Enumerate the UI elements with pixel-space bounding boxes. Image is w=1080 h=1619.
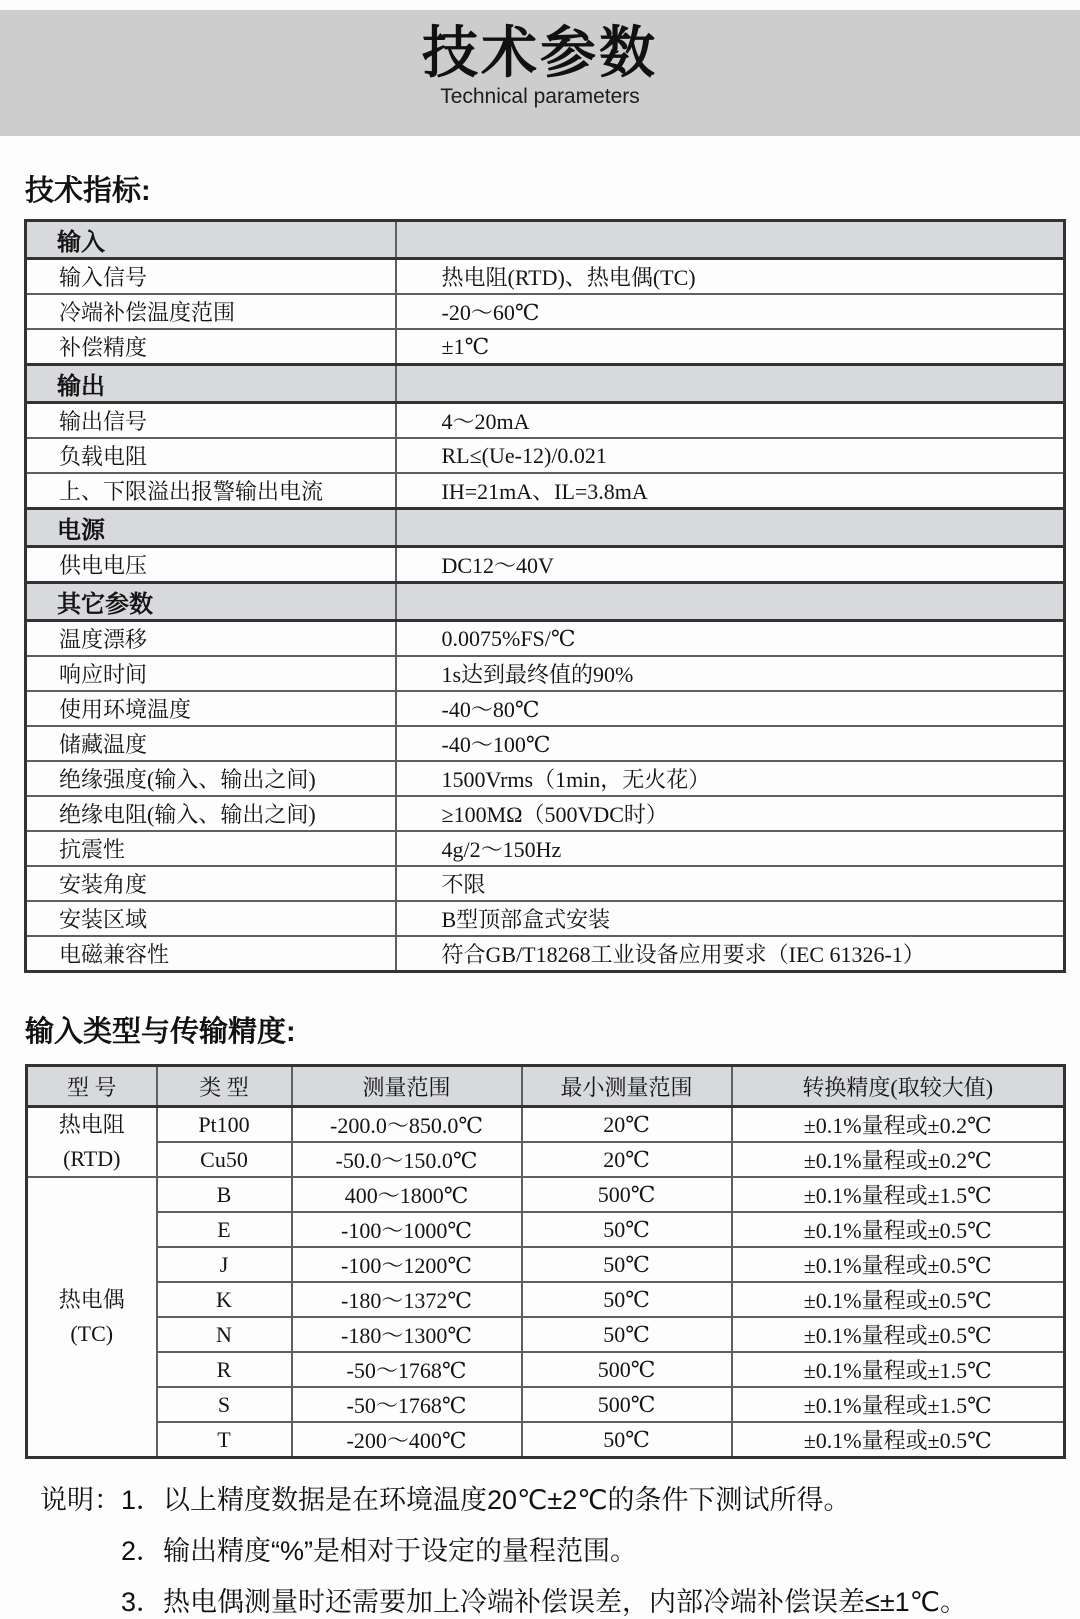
accuracy-column-header: 类 型 [157,1066,292,1107]
accuracy-cell: ±0.1%量程或±0.2℃ [732,1107,1065,1143]
spec-item-value: 4～20mA [396,403,1065,439]
spec-item-label: 负载电阻 [26,438,396,473]
range-cell: -180～1372℃ [292,1282,522,1317]
spec-item-row [26,726,1065,761]
spec-item-label: 安装角度 [26,866,396,901]
spec-item-row [26,438,1065,473]
spec-item-label: 绝缘电阻(输入、输出之间) [26,796,396,831]
spec-section-label: 输出 [26,365,396,403]
min-range-cell: 20℃ [522,1107,732,1143]
accuracy-column-header: 转换精度(取较大值) [732,1066,1065,1107]
spec-item-row [26,936,1065,972]
model-cell [27,1177,157,1458]
spec-item-value: ±1℃ [396,329,1065,365]
min-range-cell: 50℃ [522,1247,732,1282]
min-range-cell: 500℃ [522,1177,732,1212]
range-cell: -50～1768℃ [292,1387,522,1422]
spec-item-value: 热电阻(RTD)、热电偶(TC) [396,259,1065,295]
spec-item-label: 安装区域 [26,901,396,936]
spec-item-value: IH=21mA、IL=3.8mA [396,473,1065,509]
page-header [0,10,1080,136]
page-subtitle: Technical parameters [440,85,640,109]
spec-item-label: 电磁兼容性 [26,936,396,972]
spec-item-label: 储藏温度 [26,726,396,761]
range-cell: 400～1800℃ [292,1177,522,1212]
spec-item-value: -20～60℃ [396,294,1065,329]
type-cell: T [157,1422,292,1458]
accuracy-table-head [27,1066,1065,1107]
min-range-cell: 50℃ [522,1317,732,1352]
spec-item-label: 上、下限溢出报警输出电流 [26,473,396,509]
type-cell: R [157,1352,292,1387]
model-cell [27,1107,157,1178]
accuracy-cell: ±0.1%量程或±1.5℃ [732,1352,1065,1387]
spec-item-value: B型顶部盒式安装 [396,901,1065,936]
spec-item-row [26,656,1065,691]
accuracy-cell: ±0.1%量程或±0.5℃ [732,1422,1065,1458]
range-cell: -100～1200℃ [292,1247,522,1282]
spec-item-label: 温度漂移 [26,621,396,657]
spec-section-label: 其它参数 [26,583,396,621]
spec-item-label: 输入信号 [26,259,396,295]
spec-item-value: -40～80℃ [396,691,1065,726]
accuracy-data-row [27,1177,1065,1212]
spec-item-row [26,901,1065,936]
spec-section-label: 输入 [26,221,396,259]
min-range-cell: 20℃ [522,1142,732,1177]
spec-item-value: 4g/2～150Hz [396,831,1065,866]
type-cell: E [157,1212,292,1247]
range-cell: -200～400℃ [292,1422,522,1458]
spec-section-row [26,583,1065,621]
spec-item-label: 抗震性 [26,831,396,866]
spec-item-row [26,761,1065,796]
type-cell: S [157,1387,292,1422]
spec-item-row [26,547,1065,583]
spec-section-row [26,221,1065,259]
accuracy-table-body [27,1107,1065,1458]
section-heading-specs: 技术指标: [25,175,151,207]
model-name: 热电偶 [58,1287,125,1313]
spec-item-value: -40～100℃ [396,726,1065,761]
spec-section-empty-cell [396,365,1065,403]
range-cell: -50～1768℃ [292,1352,522,1387]
accuracy-data-row [27,1107,1065,1143]
spec-section-empty-cell [396,509,1065,547]
page-title: 技术参数 [422,21,658,84]
range-cell: -180～1300℃ [292,1317,522,1352]
type-cell: Cu50 [157,1142,292,1177]
spec-item-row [26,403,1065,439]
accuracy-table [25,1064,1066,1459]
spec-item-row [26,294,1065,329]
spec-item-value: DC12～40V [396,547,1065,583]
note-item: 2．输出精度“%”是相对于设定的量程范围。 [121,1536,638,1567]
accuracy-cell: ±0.1%量程或±1.5℃ [732,1387,1065,1422]
spec-item-value: 1s达到最终值的90% [396,656,1065,691]
spec-item-row [26,831,1065,866]
min-range-cell: 50℃ [522,1422,732,1458]
note-item: 3．热电偶测量时还需要加上冷端补偿误差，内部冷端补偿误差≤±1℃。 [121,1587,967,1618]
spec-item-row [26,473,1065,509]
accuracy-data-row [27,1317,1065,1352]
accuracy-data-row [27,1352,1065,1387]
spec-section-empty-cell [396,583,1065,621]
min-range-cell: 50℃ [522,1282,732,1317]
note-item: 1．以上精度数据是在环境温度20℃±2℃的条件下测试所得。 [121,1485,851,1516]
spec-item-row [26,866,1065,901]
spec-item-row [26,796,1065,831]
accuracy-data-row [27,1142,1065,1177]
type-cell: N [157,1317,292,1352]
spec-item-label: 冷端补偿温度范围 [26,294,396,329]
spec-item-value: 0.0075%FS/℃ [396,621,1065,657]
spec-item-value: 符合GB/T18268工业设备应用要求（IEC 61326-1） [396,936,1065,972]
range-cell: -200.0～850.0℃ [292,1107,522,1143]
accuracy-data-row [27,1212,1065,1247]
spec-section-label: 电源 [26,509,396,547]
accuracy-header-row [27,1066,1065,1107]
spec-table-body [26,221,1065,972]
section-heading-accuracy: 输入类型与传输精度: [25,1016,296,1048]
accuracy-column-header: 最小测量范围 [522,1066,732,1107]
spec-section-row [26,509,1065,547]
accuracy-cell: ±0.1%量程或±0.5℃ [732,1317,1065,1352]
page [0,10,1080,1618]
model-abbrev: (RTD) [63,1146,121,1172]
spec-item-label: 供电电压 [26,547,396,583]
spec-item-value: 1500Vrms（1min，无火花） [396,761,1065,796]
spec-item-label: 绝缘强度(输入、输出之间) [26,761,396,796]
accuracy-column-header: 测量范围 [292,1066,522,1107]
type-cell: K [157,1282,292,1317]
spec-item-row [26,329,1065,365]
range-cell: -100～1000℃ [292,1212,522,1247]
min-range-cell: 50℃ [522,1212,732,1247]
type-cell: B [157,1177,292,1212]
accuracy-data-row [27,1422,1065,1458]
spec-item-value: ≥100MΩ（500VDC时） [396,796,1065,831]
notes-section [40,1483,1080,1619]
spec-item-label: 补偿精度 [26,329,396,365]
spec-item-row [26,621,1065,657]
min-range-cell: 500℃ [522,1352,732,1387]
spec-item-label: 使用环境温度 [26,691,396,726]
spec-section-empty-cell [396,221,1065,259]
spec-item-row [26,691,1065,726]
type-cell: Pt100 [157,1107,292,1143]
spec-item-label: 响应时间 [26,656,396,691]
accuracy-cell: ±0.1%量程或±0.5℃ [732,1212,1065,1247]
accuracy-cell: ±0.1%量程或±0.2℃ [732,1142,1065,1177]
min-range-cell: 500℃ [522,1387,732,1422]
accuracy-data-row [27,1247,1065,1282]
model-name: 热电阻 [58,1112,125,1137]
model-abbrev: (TC) [70,1321,114,1347]
notes-prefix: 说明： [40,1485,121,1516]
accuracy-cell: ±0.1%量程或±0.5℃ [732,1247,1065,1282]
accuracy-column-header: 型 号 [27,1066,157,1107]
type-cell: J [157,1247,292,1282]
accuracy-data-row [27,1387,1065,1422]
notes-list [40,1483,1080,1619]
spec-item-value: RL≤(Ue-12)/0.021 [396,438,1065,473]
accuracy-cell: ±0.1%量程或±1.5℃ [732,1177,1065,1212]
spec-section-row [26,365,1065,403]
spec-item-row [26,259,1065,295]
accuracy-data-row [27,1282,1065,1317]
accuracy-cell: ±0.1%量程或±0.5℃ [732,1282,1065,1317]
range-cell: -50.0～150.0℃ [292,1142,522,1177]
spec-table [24,219,1066,973]
spec-item-value: 不限 [396,866,1065,901]
spec-item-label: 输出信号 [26,403,396,439]
